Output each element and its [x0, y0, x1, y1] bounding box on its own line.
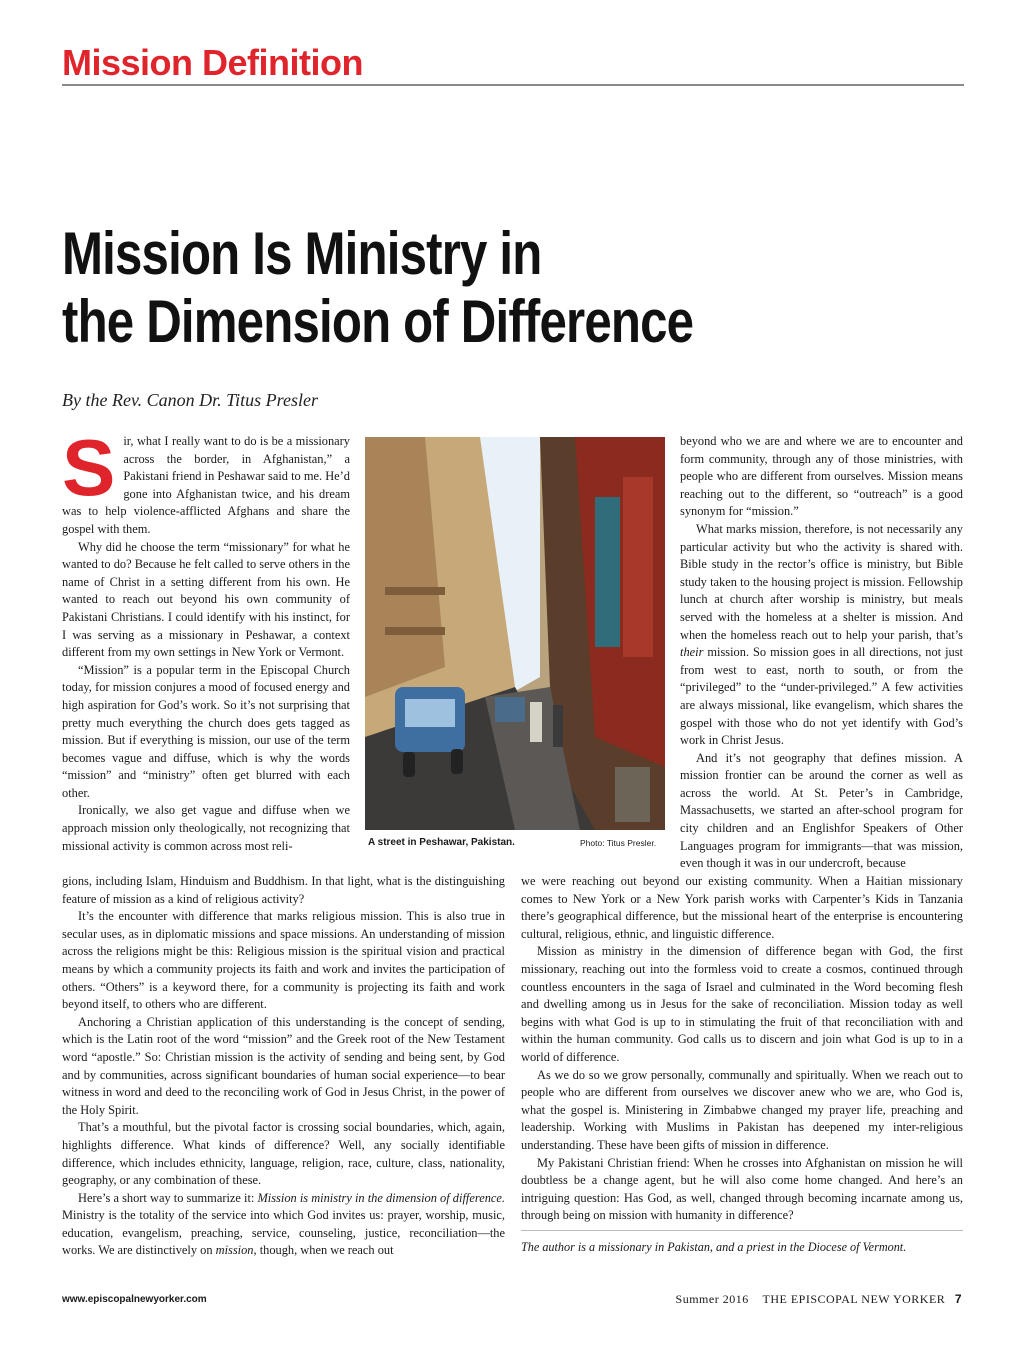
- body-column-bottom-right: [521, 873, 963, 1225]
- body-column-left: [62, 423, 350, 855]
- paragraph: And it’s not geography that defines mission. A mission frontier can be around the corner as well as across the world. At St. Peter’s in Cambridge, Massachusetts, we started an after-school program for city children and an Englishfor Speakers of Other Languages program for immigrants—that was mission, even though it was in our undercroft, because: [680, 750, 963, 871]
- footer-issue-info: [676, 1292, 962, 1307]
- paragraph: As we do so we grow personally, communally and spiritually. When we reach out to people who are different from ourselves we discover anew who we are, who God is, what the gospel is. Ministering in Zimbabwe changed my prayer life, preaching and leadership. Working with Muslims in Pakistan has deepened my inter-religious understanding. These have been gifts of mission in difference.: [521, 1067, 963, 1152]
- photo-caption: A street in Peshawar, Pakistan.: [368, 837, 515, 848]
- body-column-bottom-left: [62, 873, 505, 1260]
- photo-credit: Photo: Titus Presler.: [580, 838, 657, 848]
- page-number: 7: [954, 1292, 962, 1306]
- street-photo: [365, 437, 665, 830]
- paragraph: Sir, what I really want to do is be a missionary across the border, in Afghanistan,” a Pakistani friend in Peshawar said to me. He’d gone into Afghanistan twice, and his dream was to help violence-afflicted Afghans and share the gospel with them.: [62, 423, 350, 536]
- paragraph: we were reaching out beyond our existing community. When a Haitian missionary comes to New York or a New York parish works with Carpenter’s Kids in Tanzania there’s geographical difference, but the missional heart of the enterprise is encountering cultural, religious, ethnic, and linguistic difference.: [521, 874, 963, 941]
- paragraph: Mission as ministry in the dimension of difference began with God, the first missionary, reaching out into the formless void to create a cosmos, continued through countless encounters in the saga of Israel and culminated in the Word becoming flesh and dwelling among us in Jesus for the sake of reconciliation. Mission today as well begins with what God is up to in stimulating the fruit of that reconciliation with and within the human community. God calls us to discern and join what God is up to in a world of difference.: [521, 944, 963, 1064]
- divider: [521, 1230, 963, 1231]
- byline: By the Rev. Canon Dr. Titus Presler: [62, 390, 318, 410]
- headline-line-1: Mission Is Ministry in: [62, 220, 542, 287]
- author-note: The author is a missionary in Pakistan, and a priest in the Diocese of Vermont.: [521, 1240, 907, 1254]
- paragraph: Anchoring a Christian application of this understanding is the concept of sending, which is the Latin root of the word “mission” and the Greek root of the New Testament word “apostle.” So: Christian mission is the activity of sending and being sent, by God and by communities, across significant boundaries of human social experience—to bear witness in word and deed to the reconciling work of God in Jesus Christ, in the power of the Holy Spirit.: [62, 1014, 505, 1117]
- paragraph: Here’s a short way to summarize it: Mission is ministry in the dimension of difference. Ministry is the totality of the service into which God invites us: prayer, worship, music, education, evangelism, preaching, service, counseling, justice, reconciliation—the works. We are distinctively on mission, though, when we reach out: [62, 1190, 505, 1258]
- body-column-right: [680, 433, 963, 873]
- paragraph: “Mission” is a popular term in the Episcopal Church today, for mission conjures a mood of focused energy and high aspiration for God’s work. So it’s not surprising that pretty much everything the church does gets tagged as mission. But if everything is mission, our use of the term becomes vague and diffuse, which is why the words “mission” and “ministry” often get blurred with each other.: [62, 662, 350, 800]
- section-title: Mission Definition: [62, 42, 363, 83]
- publication-name: THE EPISCOPAL NEW YORKER: [762, 1292, 946, 1306]
- paragraph: gions, including Islam, Hinduism and Buddhism. In that light, what is the distinguishing feature of mission as a kind of religious activity?: [62, 874, 505, 906]
- paragraph: It’s the encounter with difference that marks religious mission. This is also true in secular uses, as in diplomatic missions and space missions. An understanding of mission across the religions might be this: Religious mission is the spiritual vision and practical means by which a community projects its faith and work and invites the participation of others. “Others” is a keyword there, for a community is projecting its faith and work beyond itself, to others who are different.: [62, 909, 505, 1012]
- paragraph: My Pakistani Christian friend: When he crosses into Afghanistan on mission he will doubtless be a change agent, but he will also come home changed. And here’s an intriguing question: Has God, as well, changed through becoming incarnate among us, through being on mission with humanity in difference?: [521, 1155, 963, 1223]
- paragraph: Why did he choose the term “missionary” for what he wanted to do? Because he felt called to serve others in the name of Christ in a setting different from his own. He wanted to reach out beyond his own community of Pakistani Christians. I could identify with his instinct, for I was serving as a missionary in Peshawar, a context different from my own settings in New York or Vermont.: [62, 539, 350, 660]
- headline-line-2: the Dimension of Difference: [62, 288, 694, 355]
- article-headline: [62, 220, 784, 356]
- paragraph: What marks mission, therefore, is not necessarily any particular activity but who the activity is shared with. Bible study in the rector’s office is ministry, but Bible study taken to the housing project is mission. Fellowship lunch at church after worship is ministry, but meals served with the homeless at a shelter is mission. And when the homeless reach out to help your parish, that’s their mission. So mission goes in all directions, not just from west to east, north to south, or from the “privileged” to the “under-privileged.” A few activities are always missional, like evangelism, which shares the gospel with those who do not yet identify with God’s work in Christ Jesus.: [680, 521, 963, 748]
- paragraph: That’s a mouthful, but the pivotal factor is crossing social boundaries, which, again, highlights difference. What kinds of difference? Well, any socially identifiable difference, which includes ethnicity, language, religion, race, culture, class, nationality, geography, or any combination of these.: [62, 1120, 505, 1188]
- paragraph: Ironically, we also get vague and diffuse when we approach mission only theologically, not recognizing that missional activity is common across most reli-: [62, 803, 350, 853]
- footer-url[interactable]: www.episcopalnewyorker.com: [62, 1294, 207, 1305]
- issue-date: Summer 2016: [675, 1292, 749, 1306]
- drop-cap: S: [62, 423, 116, 512]
- paragraph: beyond who we are and where we are to encounter and form community, through any of those ministries, with people who are different from ourselves. Mission means reaching out to the different, so “outreach” is a good synonym for “mission.”: [680, 434, 963, 519]
- section-header: [62, 42, 964, 86]
